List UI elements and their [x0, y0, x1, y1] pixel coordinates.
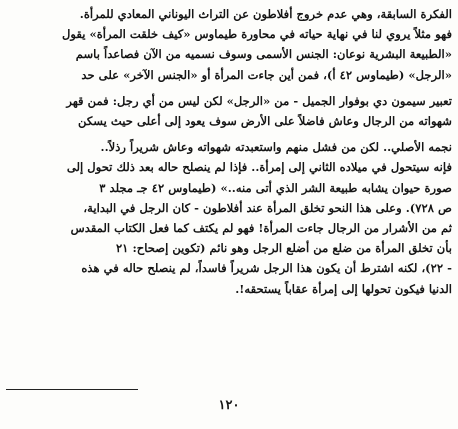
text-line: نجمه الأصلي.. لكن من فشل منهم واستعبدته شهواته وعاش شريراً رذلاً.. [100, 140, 452, 155]
text-line: ص ٧٢٨). وعلى هذا النحو تخلق المرأة عند أفلاطون - كان الرجل في البداية، [83, 200, 452, 215]
text-line: بأن تخلق المرأة من ضلع من أضلع الرجل وهو نائم (تكوين إصحاح: ٢١ [115, 241, 452, 256]
text-line: فإنه سيتحول في ميلاده الثاني إلى إمرأة.. فإذا لم ينصلح حاله بعد ذلك تحول إلى [66, 160, 452, 175]
text-line: «الرجل» (طيماوس ٤٢ أ)، فمن أين جاءت المرأة أو «الجنس الآخر» على حد [81, 67, 452, 82]
page-number: ١٢٠ [218, 398, 240, 413]
text-line: تعبير سيمون دي بوفوار الجميل - من «الرجل» لكن ليس من أي رجل: فمن قهر [66, 93, 452, 108]
body-text [6, 4, 452, 299]
text-line: شهواته من الرجال وعاش فاضلاً على الأرض سوف يعود إلى أعلى حيث يسكن [78, 114, 452, 129]
text-line: فهو مثلاً يروي لنا في نهاية حياته في محاورة طيماوس «كيف خلقت المرأة» يقول [61, 27, 452, 42]
text-line: - ٢٢)، لكنه اشترط أن يكون هذا الرجل شريراً فاسداً، لم ينصلح حاله في هذه [81, 261, 452, 276]
text-line: ثم من الأشرار من الرجال جاءت المرأة! فهو لم يكتف كما فعل الكتاب المقدس [70, 221, 452, 236]
text-line: الدنيا فيكون تحولها إلى إمرأة عقاباً يستحقه!. [235, 281, 452, 296]
text-line: الفكرة السابقة، وهي عدم خروج أفلاطون عن التراث اليوناني المعادي للمرأة. [79, 7, 452, 21]
text-line: صورة حيوان يشابه طبيعة الشر الذي أتى منه..» (طيماوس ٤٢ جـ مجلد ٣ [99, 180, 452, 195]
text-line: «الطبيعة البشرية نوعان: الجنس الأسمى وسوف نسميه من الآن فصاعداً باسم [75, 47, 452, 62]
footer-rule [6, 389, 138, 390]
